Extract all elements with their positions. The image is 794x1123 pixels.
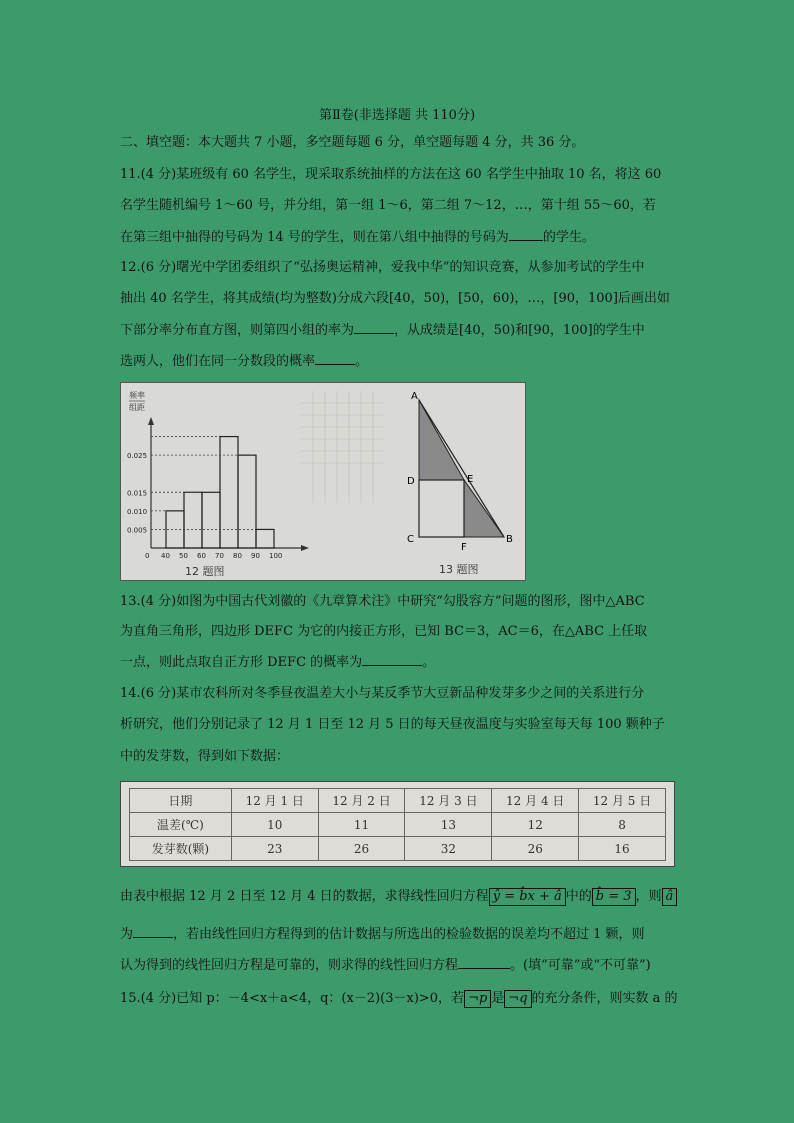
x-tick-label: 90 — [251, 552, 260, 560]
q13-line-1: 13.(4 分)如图为中国古代刘徽的《九章算术注》中研究“勾股容方”问题的图形，图中△ABC — [120, 594, 645, 609]
q12-text-a: 下部分率分布直方图，则第四小组的率为 — [120, 323, 355, 338]
b-hat-value: b̂ = 3 — [592, 888, 636, 906]
table-cell: 26 — [492, 837, 579, 861]
data-table-panel — [120, 781, 675, 867]
square-defc — [419, 480, 464, 537]
y-axis-label-bottom: 组距 — [129, 403, 145, 412]
q15-line-1 — [120, 990, 678, 1008]
table-cell: 16 — [579, 837, 666, 861]
table-cell: 10 — [231, 813, 318, 837]
point-b-label: B — [506, 534, 513, 545]
histogram-bar — [238, 455, 256, 548]
q12-line-1: 12.(6 分)曙光中学团委组织了“弘扬奥运精神，爱我中华”的知识竞赛，从参加考试的学生中 — [120, 260, 645, 275]
q14-text-c: ，则 — [635, 889, 662, 904]
x-tick-label: 80 — [233, 552, 242, 560]
q14-text-e: ，若由线性回归方程得到的估计数据与所选出的检验数据的误差均不超过 1 颗，则 — [173, 927, 645, 942]
q12-text-b: ，从成绩是[40，50)和[90，100]的学生中 — [394, 323, 645, 338]
y-axis-arrow — [148, 417, 154, 425]
table-cell: 32 — [405, 837, 492, 861]
q11-answer-blank[interactable] — [509, 228, 543, 241]
data-table — [129, 788, 666, 861]
table-cell: 12 — [492, 813, 579, 837]
q11-text-a: 在第三组中抽得的号码为 14 号的学生，则在第八组中抽得的号码为 — [120, 230, 509, 245]
histogram-bar — [202, 492, 220, 548]
histogram — [127, 437, 282, 560]
q15-text-a: 15.(4 分)已知 p：－4<x＋a<4，q：(x－2)(3－x)>0，若 — [120, 991, 465, 1006]
y-tick-label: 0.005 — [127, 526, 148, 535]
x-tick-label: 60 — [197, 552, 206, 560]
x-tick-label: 40 — [161, 552, 170, 560]
table-cell: 12 月 2 日 — [318, 789, 405, 813]
figure-svg — [121, 383, 525, 580]
figure-13-caption: 13 题图 — [439, 563, 479, 576]
x-tick-label: 50 — [179, 552, 188, 560]
q14-text-d: 为 — [120, 927, 134, 942]
section-instructions: 二、填空题：本大题共 7 小题，多空题每题 6 分，单空题每题 4 分，共 36 分。 — [120, 135, 585, 150]
not-p: ¬p — [464, 990, 491, 1008]
q14-text-a: 由表中根据 12 月 2 日至 12 月 4 日的数据，求得线性回归方程 — [120, 889, 489, 904]
q13-answer-blank[interactable] — [362, 653, 422, 666]
q14-line-1: 14.(6 分)某市农科所对冬季昼夜温差大小与某反季节大豆新品种发芽多少之间的关系进行分 — [120, 686, 645, 701]
q14-text-b: 中的 — [565, 889, 592, 904]
background-grid — [301, 391, 385, 503]
q13-text-b: 。 — [422, 655, 436, 670]
q15-text-b: 是 — [491, 991, 505, 1006]
x-tick-label: 100 — [269, 552, 283, 560]
y-tick-label: 0.010 — [127, 507, 148, 516]
point-c-label: C — [407, 534, 414, 545]
figure-13 — [407, 391, 513, 576]
y-tick-label: 0.025 — [127, 452, 148, 461]
q13-line-2: 为直角三角形，四边形 DEFC 为它的内接正方形，已知 BC＝3，AC＝6，在△ABC 上任取 — [120, 624, 648, 639]
figure-12-caption: 12 题图 — [185, 565, 225, 578]
point-a-label: A — [411, 391, 418, 402]
point-f-label: F — [461, 542, 467, 553]
q12-text-c: 选两人，他们在同一分数段的概率 — [120, 354, 316, 369]
q11-line-1: 11.(4 分)某班级有 60 名学生，现采取系统抽样的方法在这 60 名学生中抽取 10 名，将这 60 — [120, 167, 662, 182]
q14-line-5 — [120, 925, 645, 944]
x-tick-label: 0 — [145, 552, 150, 560]
q12-line-2: 抽出 40 名学生，将其成绩(均为整数)分成六段[40，50)，[50，60)，…，[90，100]后画出如 — [120, 291, 670, 306]
histogram-bar — [184, 492, 202, 548]
q14-answer-blank-1[interactable] — [133, 925, 173, 938]
q11-text-b: 的学生。 — [542, 230, 595, 245]
table-cell: 温差(℃) — [130, 813, 232, 837]
y-axis-label-top: 频率 — [129, 391, 145, 400]
table-cell: 12 月 1 日 — [231, 789, 318, 813]
table-cell: 发芽数(颗) — [130, 837, 232, 861]
a-hat-symbol: â — [662, 888, 678, 906]
q12-text-d: 。 — [355, 354, 369, 369]
table-cell: 13 — [405, 813, 492, 837]
table-cell: 日期 — [130, 789, 232, 813]
table-row — [130, 837, 666, 861]
x-axis-arrow — [301, 545, 309, 551]
table-row — [130, 813, 666, 837]
section-title: 第Ⅱ卷(非选择题 共 110分) — [318, 108, 476, 123]
table-cell: 23 — [231, 837, 318, 861]
figure-panel — [120, 382, 526, 581]
regression-formula: ŷ = b̂x + â — [489, 888, 566, 906]
q12-answer-blank-2[interactable] — [315, 352, 355, 365]
q14-text-g: 。(填“可靠”或“不可靠”) — [510, 958, 651, 973]
histogram-bar — [256, 529, 274, 548]
q13-text-a: 一点，则此点取自正方形 DEFC 的概率为 — [120, 655, 363, 670]
histogram-bar — [220, 437, 238, 548]
q12-line-4 — [120, 352, 368, 371]
point-d-label: D — [407, 476, 415, 487]
q12-answer-blank-1[interactable] — [354, 321, 394, 334]
q14-answer-blank-2[interactable] — [458, 956, 510, 969]
q14-line-6 — [120, 956, 651, 975]
point-e-label: E — [467, 474, 474, 485]
table-cell: 26 — [318, 837, 405, 861]
table-cell: 8 — [579, 813, 666, 837]
table-cell: 11 — [318, 813, 405, 837]
x-tick-label: 70 — [215, 552, 224, 560]
y-tick-label: 0.015 — [127, 489, 148, 498]
table-cell: 12 月 3 日 — [405, 789, 492, 813]
not-q: ¬q — [504, 990, 531, 1008]
q14-line-2: 析研究，他们分别记录了 12 月 1 日至 12 月 5 日的每天昼夜温度与实验室每天每 100 颗种子 — [120, 717, 665, 732]
q13-line-3 — [120, 653, 435, 672]
table-cell: 12 月 4 日 — [492, 789, 579, 813]
q15-text-c: 的充分条件，则实数 a 的 — [531, 991, 678, 1006]
table-header-row — [130, 789, 666, 813]
q14-text-f: 认为得到的线性回归方程是可靠的，则求得的线性回归方程 — [120, 958, 459, 973]
q14-line-3: 中的发芽数，得到如下数据： — [120, 749, 290, 764]
q11-line-2: 名学生随机编号 1～60 号，并分组，第一组 1～6，第二组 7～12，…，第十组 55～60，若 — [120, 198, 656, 213]
table-cell: 12 月 5 日 — [579, 789, 666, 813]
q11-line-3 — [120, 228, 595, 247]
q14-line-4 — [120, 888, 677, 906]
q12-line-3 — [120, 321, 645, 340]
